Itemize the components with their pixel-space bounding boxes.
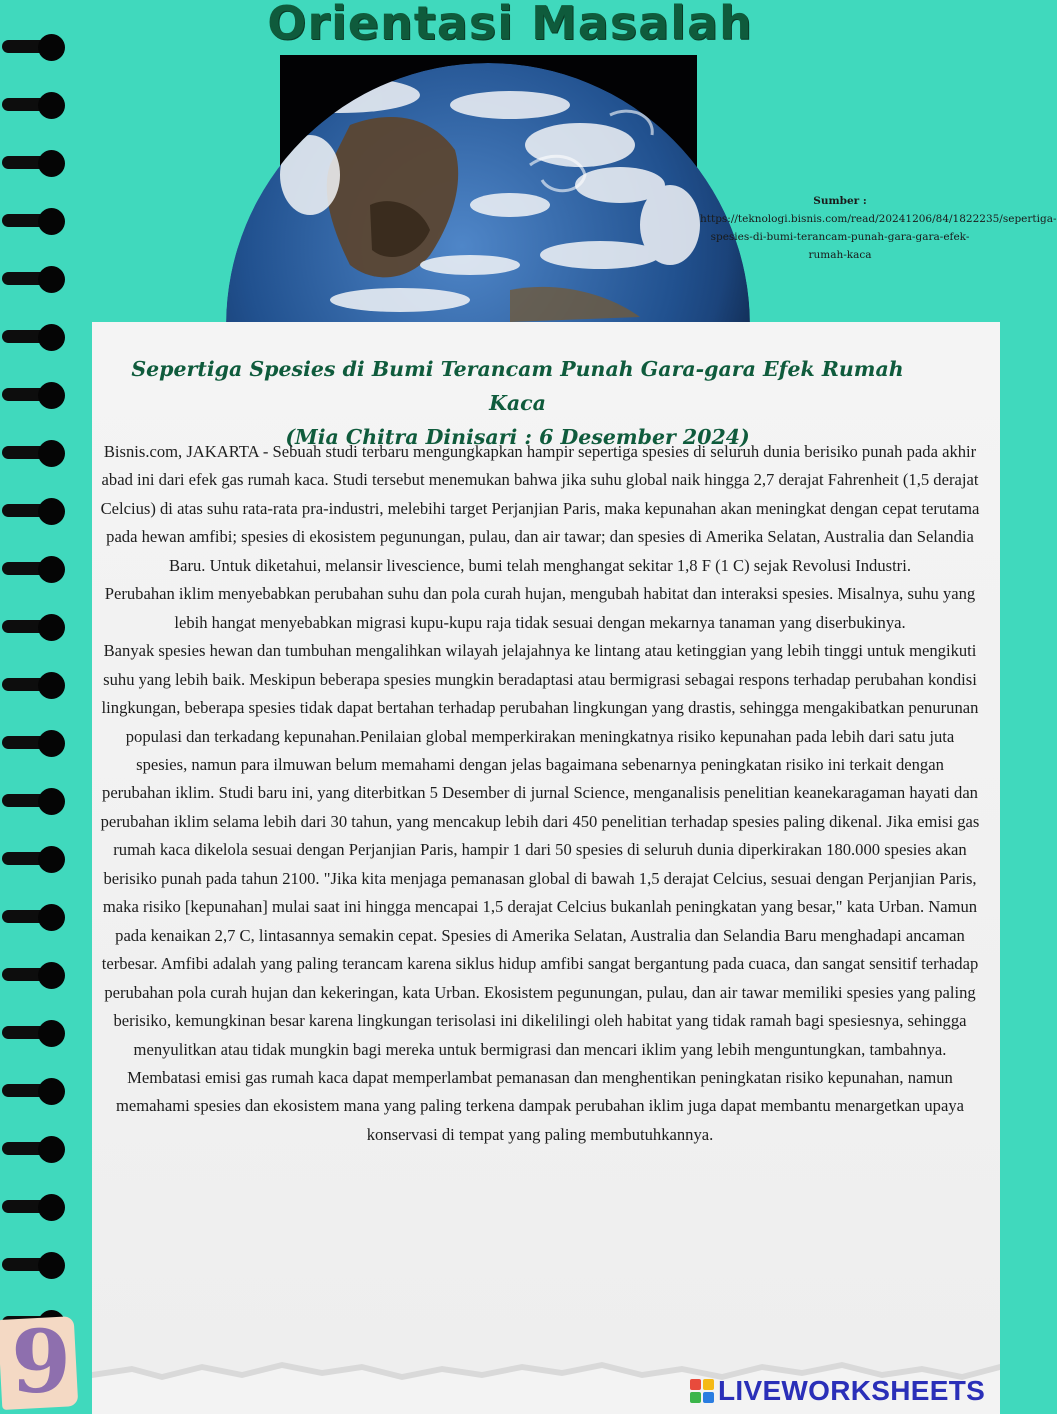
binding-ring	[0, 726, 70, 760]
page-title: Orientasi Masalah	[267, 0, 753, 50]
page-number: 9	[11, 1312, 71, 1413]
headline-title: Sepertiga Spesies di Bumi Terancam Punah Gara-gara Efek Rumah Kaca	[131, 357, 904, 415]
article-paragraph: Bisnis.com, JAKARTA - Sebuah studi terbaru mengungkapkan hampir sepertiga spesies di seluruh dunia berisiko punah pada akhir abad ini dari efek gas rumah kaca. Studi tersebut menemukan bahwa jika suhu global naik hingga 2,7 derajat Fahrenheit (1,5 derajat Celcius) di atas suhu rata-rata pra-industri, melebihi target Perjanjian Paris, maka kepunahan akan meningkat dengan cepat terutama pada hewan amfibi; spesies di ekosistem pegunungan, pulau, dan air tawar; dan spesies di Amerika Selatan, Australia dan Selandia Baru. Untuk diketahui, melansir livescience, bumi telah menghangat sekitar 1,8 F (1 C) sejak Revolusi Industri.	[100, 442, 980, 575]
headline-byline: (Mia Chitra Dinisari : 6 Desember 2024)	[285, 425, 750, 449]
liveworksheets-icon	[690, 1379, 714, 1403]
binding-ring	[0, 494, 70, 528]
article-body	[100, 438, 980, 1149]
source-url[interactable]: https://teknologi.bisnis.com/read/20241206/84/1822235/sepertiga-spesies-di-bumi-terancam-punah-gara-gara-efek-rumah-kaca	[700, 213, 1057, 261]
article-paragraph: Perubahan iklim menyebabkan perubahan suhu dan pola curah hujan, mengubah habitat dan interaksi spesies. Misalnya, suhu yang lebih hangat menyebabkan migrasi kupu-kupu raja tidak sesuai dengan mekarnya tanaman yang diserbukinya.	[104, 584, 976, 632]
liveworksheets-brand: LIVEWORKSHEETS	[718, 1375, 986, 1406]
binding-ring	[0, 668, 70, 702]
binding-ring	[0, 320, 70, 354]
source-label: Sumber :	[813, 195, 867, 207]
binding-ring	[0, 1248, 70, 1282]
binding-ring	[0, 378, 70, 412]
binding-ring	[0, 30, 70, 64]
binding-ring	[0, 784, 70, 818]
binding-ring	[0, 1132, 70, 1166]
binding-ring	[0, 958, 70, 992]
liveworksheets-logo[interactable]	[690, 1374, 990, 1408]
binding-ring	[0, 1190, 70, 1224]
binding-ring	[0, 900, 70, 934]
binding-ring	[0, 436, 70, 470]
binding-ring	[0, 88, 70, 122]
binding-ring	[0, 204, 70, 238]
source-citation	[700, 192, 1057, 264]
binding-ring	[0, 842, 70, 876]
earth-photo	[280, 55, 697, 322]
article-paragraph: Banyak spesies hewan dan tumbuhan mengalihkan wilayah jelajahnya ke lintang atau ketinggian yang lebih tinggi untuk mengikuti suhu yang lebih baik. Meskipun beberapa spesies mungkin beradaptasi atau bermigrasi sebagai respons terhadap perubahan kondisi lingkungan, beberapa spesies tidak dapat bertahan terhadap perubahan lingkungan yang drastis, sehingga mengakibatkan penurunan populasi dan terkadang kepunahan.Penilaian global memperkirakan meningkatnya risiko kepunahan pada lebih dari satu juta spesies, namun para ilmuwan belum memahami dengan jelas bagaimana sebenarnya peningkatan risiko ini terkait dengan perubahan iklim. Studi baru ini, yang diterbitkan 5 Desember di jurnal Science, menganalisis penelitian keanekaragaman hayati dan perubahan iklim selama lebih dari 30 tahun, yang mencakup lebih dari 450 penelitian terhadap spesies paling dikenal. Jika emisi gas rumah kaca dikelola sesuai dengan Perjanjian Paris, hampir 1 dari 50 spesies di seluruh dunia diperkirakan 180.000 spesies akan berisiko punah pada tahun 2100. "Jika kita menjaga pemanasan global di bawah 1,5 derajat Celcius, sesuai dengan Perjanjian Paris, maka risiko [kepunahan] mulai saat ini hingga mencapai 1,5 derajat Celcius bukanlah peningkatan yang besar," kata Urban. Namun pada kenaikan 2,7 C, lintasannya semakin cepat. Spesies di Amerika Selatan, Australia dan Selandia Baru menghadapi ancaman terbesar. Amfibi adalah yang paling terancam karena siklus hidup amfibi sangat bergantung pada cuaca, dan sangat sensitif terhadap perubahan pola curah hujan dan kekeringan, kata Urban. Ekosistem pegunungan, pulau, dan air tawar memiliki spesies yang paling berisiko, kemungkinan besar karena lingkungan terisolasi ini dikelilingi oleh habitat yang tidak ramah bagi spesiesnya, sehingga menyulitkan atau tidak mungkin bagi mereka untuk bermigrasi dan mencari iklim yang lebih menguntungkan, tambahnya. Membatasi emisi gas rumah kaca dapat memperlambat pemanasan dan menghentikan peningkatan risiko kepunahan, namun memahami spesies dan ekosistem mana yang paling terkena dampak perubahan iklim juga dapat membantu menargetkan upaya konservasi di tempat yang paling membutuhkannya.	[100, 641, 980, 1144]
binding-ring	[0, 1016, 70, 1050]
binding-ring	[0, 146, 70, 180]
binding-ring	[0, 610, 70, 644]
binding-ring	[0, 262, 70, 296]
page-number-badge	[0, 1312, 82, 1413]
binding-ring	[0, 552, 70, 586]
binding-ring	[0, 1074, 70, 1108]
